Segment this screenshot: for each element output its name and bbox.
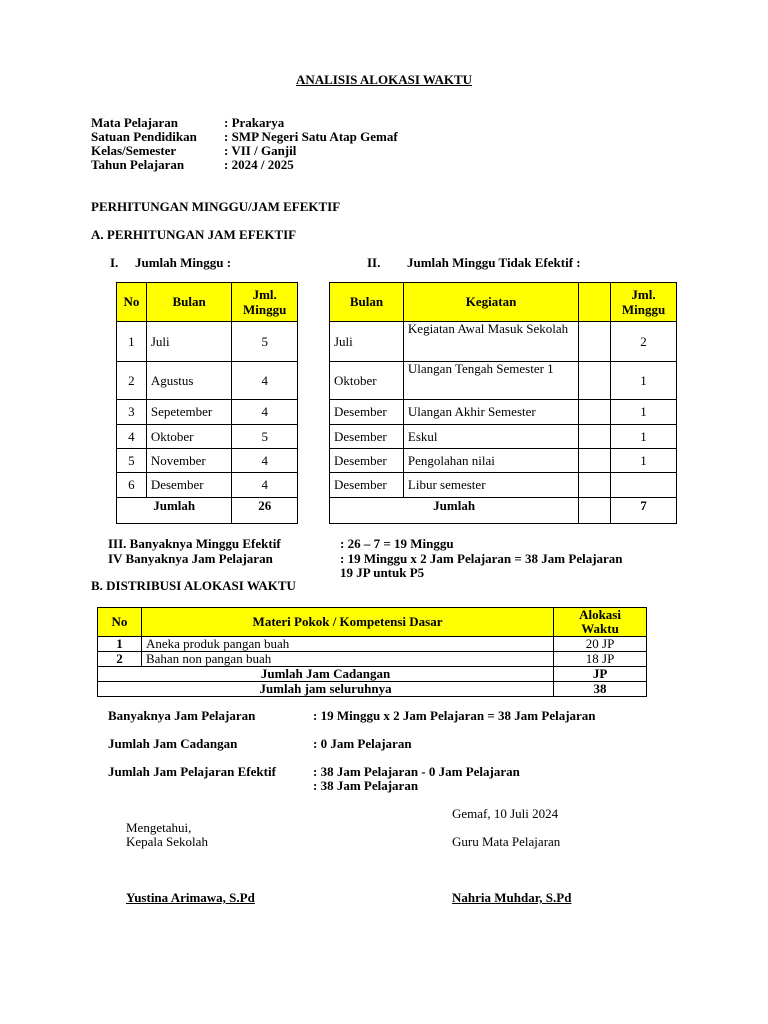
table-row (330, 400, 677, 425)
cell-month: Desember (330, 473, 404, 498)
cell-activity: Ulangan Tengah Semester 1 (403, 362, 578, 400)
info-key: Tahun Pelajaran (91, 157, 185, 172)
table-non-effective-weeks (329, 282, 677, 524)
table-row (330, 362, 677, 400)
summary-iii-value: : 26 – 7 = 19 Minggu (340, 536, 454, 551)
section-b-heading: B. DISTRIBUSI ALOKASI WAKTU (91, 578, 296, 593)
summary-iii-label: III. Banyaknya Minggu Efektif (108, 536, 281, 551)
table-row (117, 362, 298, 400)
col-header-weeks: Jml. Minggu (232, 283, 298, 322)
table-weeks (116, 282, 298, 524)
cell-activity: Kegiatan Awal Masuk Sekolah (403, 322, 578, 362)
total-label: Jumlah jam seluruhnya (98, 682, 554, 697)
total-value: 38 (554, 682, 647, 697)
info-value: : VII / Ganjil (224, 143, 297, 158)
info-row-year (91, 157, 294, 173)
col-header-allocation: Alokasi Waktu (554, 608, 647, 637)
cell-allocation: 18 JP (554, 652, 647, 667)
total-value: 7 (611, 498, 677, 524)
col-header-month: Bulan (146, 283, 232, 322)
sub-heading-i (110, 255, 231, 271)
col-header-activity: Kegiatan (403, 283, 578, 322)
calc-efektif-value: : 38 Jam Pelajaran - 0 Jam Pelajaran (313, 764, 520, 779)
calc-jam-pelajaran-value: : 19 Minggu x 2 Jam Pelajaran = 38 Jam Pelajaran (313, 708, 596, 723)
total-label: Jumlah (330, 498, 579, 524)
total-label: Jumlah (117, 498, 232, 524)
cell-month: Oktober (330, 362, 404, 400)
sign-left-line2: Kepala Sekolah (126, 834, 208, 849)
cell-month: Desember (330, 400, 404, 425)
cell-no: 2 (117, 362, 147, 400)
cell-month: Oktober (146, 425, 232, 449)
cell-month: Juli (146, 322, 232, 362)
cell-month: Desember (330, 425, 404, 449)
sub-number: I. (110, 255, 119, 270)
info-key: Satuan Pendidikan (91, 129, 197, 144)
summary-iv-label: IV Banyaknya Jam Pelajaran (108, 551, 273, 566)
cell-blank (579, 473, 611, 498)
cell-weeks: 4 (232, 473, 298, 498)
info-value: : Prakarya (224, 115, 285, 130)
table-row (330, 473, 677, 498)
cell-weeks: 5 (232, 322, 298, 362)
table-total-row (330, 498, 677, 524)
summary-iv-value: : 19 Minggu x 2 Jam Pelajaran = 38 Jam Pelajaran (340, 551, 623, 566)
table-row (98, 637, 647, 652)
table-row (98, 652, 647, 667)
col-header-month: Bulan (330, 283, 404, 322)
cell-no: 3 (117, 400, 147, 425)
table-total-row (98, 682, 647, 697)
sub-label: Jumlah Minggu : (135, 255, 232, 270)
cell-blank (579, 425, 611, 449)
sub-label: Jumlah Minggu Tidak Efektif : (407, 255, 581, 270)
cell-activity: Eskul (403, 425, 578, 449)
table-row (117, 425, 298, 449)
cell-no: 4 (117, 425, 147, 449)
table-row (117, 400, 298, 425)
cell-blank (579, 362, 611, 400)
calc-cadangan-label: Jumlah Jam Cadangan (108, 736, 238, 751)
info-value: : SMP Negeri Satu Atap Gemaf (224, 129, 398, 144)
cell-blank (579, 449, 611, 473)
table-row (330, 425, 677, 449)
cell-month: Juli (330, 322, 404, 362)
place-date: Gemaf, 10 Juli 2024 (452, 806, 559, 821)
cadangan-value: JP (554, 667, 647, 682)
cell-weeks: 2 (611, 322, 677, 362)
cell-blank (579, 400, 611, 425)
cadangan-label: Jumlah Jam Cadangan (98, 667, 554, 682)
calc-cadangan-value: : 0 Jam Pelajaran (313, 736, 412, 751)
cell-weeks: 1 (611, 362, 677, 400)
cell-weeks: 4 (232, 400, 298, 425)
table-row (117, 322, 298, 362)
sub-heading-ii (367, 255, 581, 271)
cell-month: November (146, 449, 232, 473)
cell-weeks: 1 (611, 449, 677, 473)
table-total-row (117, 498, 298, 524)
cell-no: 5 (117, 449, 147, 473)
table-distribution (97, 607, 647, 697)
cell-no: 2 (98, 652, 142, 667)
calc-efektif-value-2: : 38 Jam Pelajaran (313, 778, 419, 793)
cell-material: Bahan non pangan buah (141, 652, 553, 667)
info-key: Mata Pelajaran (91, 115, 179, 130)
cell-weeks: 1 (611, 400, 677, 425)
cell-no: 6 (117, 473, 147, 498)
calc-efektif-label: Jumlah Jam Pelajaran Efektif (108, 764, 276, 779)
sign-right-name: Nahria Muhdar, S.Pd (452, 890, 572, 905)
table-row (330, 322, 677, 362)
table-row (117, 473, 298, 498)
cell-no: 1 (98, 637, 142, 652)
sign-left-line1: Mengetahui, (126, 820, 192, 835)
cell-blank (579, 498, 611, 524)
table-row (117, 449, 298, 473)
document-title: ANALISIS ALOKASI WAKTU (295, 72, 473, 87)
cell-weeks: 4 (232, 449, 298, 473)
sign-left-name: Yustina Arimawa, S.Pd (126, 890, 255, 905)
cell-allocation: 20 JP (554, 637, 647, 652)
cell-weeks: 4 (232, 362, 298, 400)
cell-month: Agustus (146, 362, 232, 400)
heading-main: PERHITUNGAN MINGGU/JAM EFEKTIF (91, 199, 341, 214)
table-cadangan-row (98, 667, 647, 682)
table-row (330, 449, 677, 473)
sign-right-role: Guru Mata Pelajaran (452, 834, 561, 849)
cell-month: Desember (330, 449, 404, 473)
col-header-blank (579, 283, 611, 322)
calc-jam-pelajaran-label: Banyaknya Jam Pelajaran (108, 708, 256, 723)
col-header-no: No (117, 283, 147, 322)
cell-weeks: 5 (232, 425, 298, 449)
total-value: 26 (232, 498, 298, 524)
summary-iv-extra: 19 JP untuk P5 (340, 565, 425, 580)
info-key: Kelas/Semester (91, 143, 177, 158)
cell-month: Desember (146, 473, 232, 498)
col-header-no: No (98, 608, 142, 637)
section-a-heading: A. PERHITUNGAN JAM EFEKTIF (91, 227, 297, 242)
cell-material: Aneka produk pangan buah (141, 637, 553, 652)
cell-no: 1 (117, 322, 147, 362)
cell-weeks: 1 (611, 425, 677, 449)
sub-number: II. (367, 255, 381, 270)
cell-weeks (611, 473, 677, 498)
cell-activity: Pengolahan nilai (403, 449, 578, 473)
col-header-weeks: Jml. Minggu (611, 283, 677, 322)
cell-activity: Libur semester (403, 473, 578, 498)
cell-month: Sepetember (146, 400, 232, 425)
cell-blank (579, 322, 611, 362)
cell-activity: Ulangan Akhir Semester (403, 400, 578, 425)
info-value: : 2024 / 2025 (224, 157, 294, 172)
col-header-material: Materi Pokok / Kompetensi Dasar (141, 608, 553, 637)
